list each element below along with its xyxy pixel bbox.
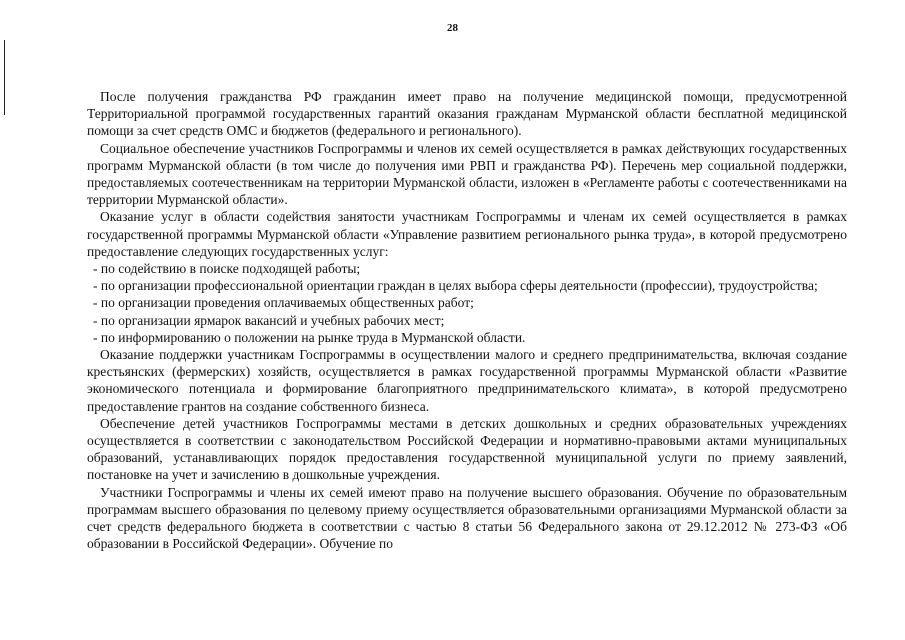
page-number: 28 xyxy=(447,22,458,34)
list-item: - по информированию о положении на рынке труда в Мурманской области. xyxy=(93,329,526,345)
paragraph-higher-education: Участники Госпрограммы и члены их семей имеют право на получение высшего образования. Обучение по образовательным программам высшего образования по целевому приему осуществляется образовательными организациями Мурманской области за счет средств федерального бюджета в соответствии с частью 8 статьи 56 Федерального закона от 29.12.2012 № 273-ФЗ «Об образовании в Российской Федерации». Обучение по xyxy=(87,484,847,552)
paragraph-medical-care: После получения гражданства РФ гражданин имеет право на получение медицинской помощи, предусмотренной Территориальной программой государственных гарантий оказания гражданам Мурманской области бесплатной медицинской помощи за счет средств ОМС и бюджетов (федерального и регионального). xyxy=(87,89,847,139)
paragraph-business-support: Оказание поддержки участникам Госпрограммы в осуществлении малого и среднего предпринимательства, включая создание крестьянских (фермерских) хозяйств, осуществляется в рамках государственной программы Мурманской области «Развитие экономического потенциала и формирование благоприятного предпринимательского климата», в которой предусмотрено предоставление грантов на создание собственного бизнеса. xyxy=(87,347,847,414)
list-item: - по организации профессиональной ориентации граждан в целях выбора сферы деятельности (профессии), трудоустройства; xyxy=(93,278,818,294)
paragraph-social-support: Социальное обеспечение участников Госпрограммы и членов их семей осуществляется в рамках действующих государственных программ Мурманской области (в том числе до получения ими РВП и гражданства РФ). Перечень мер социальной поддержки, предоставляемых соотечественникам на территории Мурманской области, изложен в «Регламенте работы с соотечественниками на территории Мурманской области». xyxy=(87,140,847,208)
list-item: - по организации ярмарок вакансий и учебных рабочих мест; xyxy=(93,312,445,328)
paragraph-child-education: Обеспечение детей участников Госпрограммы местами в детских дошкольных и средних образовательных учреждениях осуществляется в соответствии с законодательством Российской Федерации и нормативно-правовыми актами муниципальных образований, устанавливающих порядок предоставления государственной муниципальной услуги по приему заявлений, постановке на учет и зачислению в дошкольные учреждения. xyxy=(87,415,847,483)
margin-rule xyxy=(4,40,5,115)
list-item: - по содействию в поиске подходящей работы; xyxy=(93,261,361,277)
list-item: - по организации проведения оплачиваемых общественных работ; xyxy=(93,295,474,311)
paragraph-employment-services: Оказание услуг в области содействия занятости участникам Госпрограммы и членам их семей осуществляется в рамках государственной программы Мурманской области «Управление развитием регионального рынка труда», в которой предусмотрено предоставление следующих государственных услуг: xyxy=(87,209,847,259)
document-body xyxy=(87,88,847,552)
